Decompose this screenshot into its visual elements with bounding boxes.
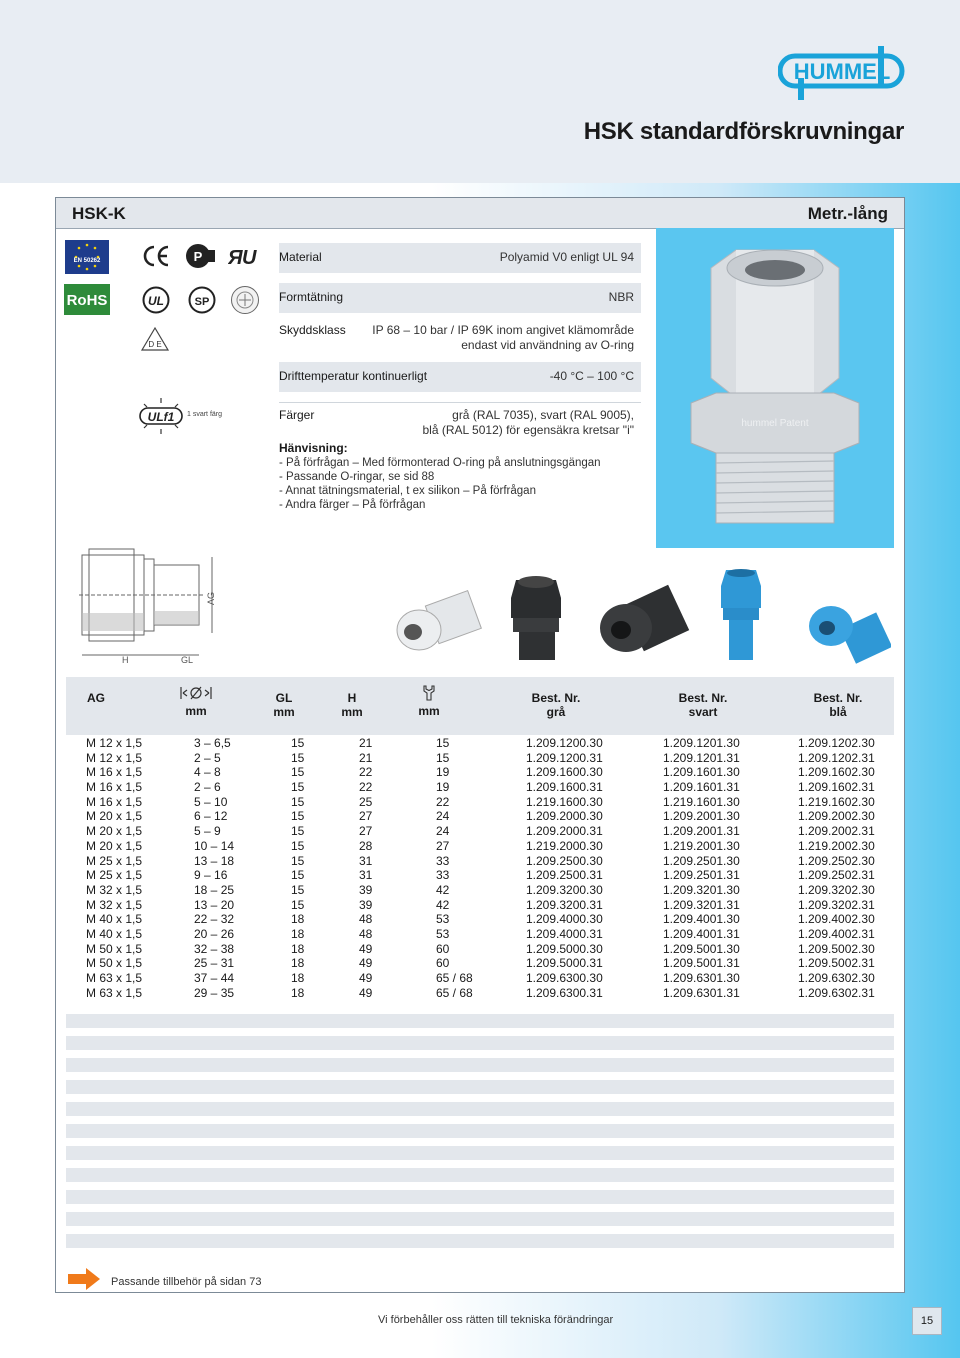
notes-block (279, 441, 601, 512)
table-cell: 20 – 26 (194, 926, 235, 941)
table-cell: 5 – 9 (194, 824, 221, 839)
table-cell: 1.209.6300.31 (526, 985, 603, 1000)
table-cell: 1.209.2001.30 (663, 809, 740, 824)
table-cell: 49 (359, 985, 373, 1000)
table-cell: 15 (291, 853, 305, 868)
table-cell: 48 (359, 912, 373, 927)
col-clamp-header (171, 685, 221, 718)
col-black-header (653, 691, 753, 719)
colors-value (422, 408, 634, 438)
seal-icon (230, 285, 260, 315)
table-row (66, 971, 894, 986)
table-cell: 13 – 18 (194, 853, 235, 868)
svg-text:SP: SP (194, 296, 210, 308)
h-label: H (122, 655, 129, 665)
svg-text:ULf1: ULf1 (147, 410, 175, 424)
table-cell: M 20 x 1,5 (86, 838, 143, 853)
table-cell: 18 – 25 (194, 882, 235, 897)
product-photo-large (656, 228, 894, 548)
table-cell: 42 (436, 897, 450, 912)
table-row (66, 736, 894, 751)
eu-en-icon (65, 240, 109, 274)
col-ag-header (76, 691, 116, 705)
material-value: Polyamid V0 enligt UL 94 (499, 250, 634, 264)
table-row (66, 912, 894, 927)
table-row (66, 824, 894, 839)
table-cell: 39 (359, 897, 373, 912)
table-cell: 32 – 38 (194, 941, 235, 956)
table-cell: 15 (291, 897, 305, 912)
col-wrench-header (404, 685, 454, 718)
table-cell: M 32 x 1,5 (86, 882, 143, 897)
col-gl-title: GL (275, 691, 293, 705)
table-cell: 13 – 20 (194, 897, 235, 912)
table-cell: M 63 x 1,5 (86, 971, 143, 985)
table-cell: M 50 x 1,5 (86, 941, 143, 956)
col-blue-title: Best. Nr. (813, 691, 863, 705)
table-cell: 18 (291, 941, 305, 956)
note-item: - På förfrågan – Med förmonterad O-ring på anslutningsgängan (279, 457, 601, 469)
table-cell: 15 (436, 736, 450, 750)
table-cell: 1.219.1601.30 (663, 794, 740, 809)
ulf1-icon (136, 398, 186, 434)
colors-value-line-1: grå (RAL 7035), svart (RAL 9005), (452, 408, 634, 422)
table-row (66, 809, 894, 824)
table-cell: M 25 x 1,5 (86, 853, 143, 868)
rohs-text: RoHS (66, 292, 108, 309)
table-row (66, 942, 894, 957)
table-cell: 31 (359, 868, 373, 883)
protection-value (372, 323, 634, 353)
table-cell: 18 (291, 926, 305, 941)
table-cell: 1.209.5000.31 (526, 956, 603, 971)
table-cell: 1.209.6301.30 (663, 971, 740, 985)
table-cell: 1.209.2500.31 (526, 868, 603, 883)
empty-row (66, 1146, 894, 1160)
svg-text:U: U (242, 247, 257, 268)
disclaimer: Vi förbehåller oss rätten till tekniska förändringar (378, 1314, 614, 1326)
empty-row (66, 1234, 894, 1248)
table-cell: 4 – 8 (194, 765, 221, 780)
col-gl-header (259, 691, 309, 719)
hummel-logo (778, 44, 906, 102)
table-cell: 65 / 68 (436, 985, 473, 1000)
temperature-label: Drifttemperatur kontinuerligt (279, 369, 428, 383)
table-row (66, 898, 894, 913)
col-h-header (327, 691, 377, 719)
table-cell: M 40 x 1,5 (86, 912, 143, 927)
table-cell: 1.209.3200.30 (526, 882, 603, 897)
table-cell: M 16 x 1,5 (86, 794, 143, 809)
table-cell: 25 (359, 794, 373, 809)
csa-icon (188, 286, 216, 314)
ur-icon (228, 244, 260, 268)
table-cell: 18 (291, 971, 305, 985)
table-cell: 65 / 68 (436, 971, 473, 985)
table-cell: 1.209.1200.30 (526, 736, 603, 750)
table-cell: 15 (291, 794, 305, 809)
note-item: - Passande O-ringar, se sid 88 (279, 471, 435, 483)
col-black-color: svart (688, 705, 718, 719)
table-cell: 1.209.1600.31 (526, 780, 603, 795)
table-cell: 1.209.2501.30 (663, 853, 740, 868)
variant-grey (397, 591, 481, 650)
table-cell: 24 (436, 824, 450, 839)
seal-label: Formtätning (279, 290, 344, 304)
table-cell: M 63 x 1,5 (86, 985, 143, 1000)
product-variants (391, 568, 891, 668)
eu-text: EN 50262 (73, 258, 101, 264)
photo-label: hummel Patent (741, 418, 809, 429)
table-cell: 1.209.4001.31 (663, 926, 740, 941)
technical-drawing (74, 545, 224, 665)
page-number: 15 (912, 1307, 942, 1335)
table-cell: 1.209.4000.30 (526, 912, 603, 927)
table-row (66, 986, 894, 1001)
table-cell: 1.209.2501.31 (663, 868, 740, 883)
col-ag-title: AG (87, 691, 105, 705)
empty-rows (66, 1014, 894, 1256)
variant-black-2 (600, 585, 689, 652)
table-cell: 1.209.1201.31 (663, 750, 740, 765)
ag-label: AG (206, 591, 216, 605)
table-cell: 49 (359, 971, 373, 985)
table-cell: 25 – 31 (194, 956, 235, 971)
table-cell: 15 (291, 780, 305, 795)
table-cell: 33 (436, 868, 450, 883)
table-row (66, 795, 894, 810)
empty-row (66, 1036, 894, 1050)
table-row (66, 854, 894, 869)
empty-row (66, 1058, 894, 1072)
table-cell: 15 (291, 824, 305, 839)
col-grey-color: grå (546, 705, 566, 719)
col-h-title: H (347, 691, 357, 705)
table-cell: 27 (359, 824, 373, 839)
diameter-range-icon (179, 685, 213, 701)
table-cell: 18 (291, 956, 305, 971)
table-header (66, 677, 894, 735)
table-cell: 21 (359, 736, 373, 750)
product-code: HSK-K (72, 204, 126, 223)
table-cell: M 16 x 1,5 (86, 780, 143, 795)
table-cell: M 32 x 1,5 (86, 897, 143, 912)
col-blue-header (788, 691, 888, 719)
de-icon (140, 326, 170, 352)
table-row (66, 883, 894, 898)
wrench-icon (421, 685, 437, 701)
table-cell: 1.209.4002.30 (798, 912, 875, 927)
empty-row (66, 1014, 894, 1028)
col-gl-unit: mm (273, 705, 295, 719)
table-cell: 5 – 10 (194, 794, 228, 809)
table-cell: 22 (436, 794, 450, 809)
table-cell: M 50 x 1,5 (86, 956, 143, 971)
col-clamp-unit: mm (185, 704, 207, 718)
protection-value-line-1: IP 68 – 10 bar / IP 69K inom angivet klämområde (372, 323, 634, 337)
svg-text:UL: UL (148, 294, 164, 308)
variant-blue-2 (809, 606, 891, 664)
table-cell: 1.209.2502.30 (798, 853, 875, 868)
col-wrench-unit: mm (418, 704, 440, 718)
table-cell: 1.209.1601.30 (663, 765, 740, 780)
material-row (279, 243, 641, 273)
seal-value: NBR (608, 290, 634, 304)
table-cell: 21 (359, 750, 373, 765)
table-cell: 1.219.2001.30 (663, 838, 740, 853)
table-cell: 3 – 6,5 (194, 736, 231, 750)
table-cell: 1.209.1601.31 (663, 780, 740, 795)
table-cell: 48 (359, 926, 373, 941)
col-grey-header (506, 691, 606, 719)
table-cell: 18 (291, 912, 305, 927)
table-cell: 15 (291, 809, 305, 824)
table-cell: 1.209.3201.30 (663, 882, 740, 897)
table-cell: 1.209.1600.30 (526, 765, 603, 780)
table-cell: 9 – 16 (194, 868, 228, 883)
table-cell: 1.209.5002.31 (798, 956, 875, 971)
table-cell: 1.209.5001.30 (663, 941, 740, 956)
ce-icon (142, 244, 170, 268)
empty-row (66, 1212, 894, 1226)
empty-row (66, 1124, 894, 1138)
col-grey-title: Best. Nr. (531, 691, 581, 705)
colors-row (279, 402, 641, 437)
table-cell: 33 (436, 853, 450, 868)
note-item: - Annat tätningsmaterial, t ex silikon – På förfrågan (279, 485, 536, 497)
table-cell: 27 (359, 809, 373, 824)
table-cell: 1.209.1202.30 (798, 736, 875, 750)
brand-text: HUMMEL (793, 59, 891, 84)
table-cell: 60 (436, 956, 450, 971)
table-row (66, 927, 894, 942)
table-cell: 49 (359, 941, 373, 956)
protection-label: Skyddsklass (279, 323, 346, 337)
table-cell: 2 – 5 (194, 750, 221, 765)
table-cell: M 20 x 1,5 (86, 809, 143, 824)
thread-type: Metr.-lång (807, 204, 888, 223)
table-cell: 53 (436, 926, 450, 941)
table-cell: 28 (359, 838, 373, 853)
table-cell: M 16 x 1,5 (86, 765, 143, 780)
table-cell: 22 (359, 765, 373, 780)
table-row (66, 868, 894, 883)
table-cell: 1.209.4001.30 (663, 912, 740, 927)
empty-row (66, 1168, 894, 1182)
table-cell: 15 (291, 868, 305, 883)
protection-row (279, 323, 641, 355)
frame-header (56, 198, 904, 229)
temperature-value: -40 °C – 100 °C (549, 369, 634, 383)
table-cell: 1.209.2002.31 (798, 824, 875, 839)
variant-black-1 (511, 576, 561, 660)
table-cell: 1.209.3200.31 (526, 897, 603, 912)
table-cell: 10 – 14 (194, 838, 235, 853)
table-cell: 1.209.3202.30 (798, 882, 875, 897)
table-cell: 6 – 12 (194, 809, 228, 824)
table-cell: M 12 x 1,5 (86, 750, 143, 765)
col-black-title: Best. Nr. (678, 691, 728, 705)
table-cell: 1.209.6302.30 (798, 971, 875, 985)
svg-text:D E: D E (148, 340, 162, 349)
table-cell: 18 (291, 985, 305, 1000)
table-cell: 60 (436, 941, 450, 956)
table-cell: 1.219.2000.30 (526, 838, 603, 853)
table-cell: 15 (436, 750, 450, 765)
page-title: HSK standardförskruvningar (583, 118, 904, 145)
gost-icon (184, 242, 216, 270)
table-cell: 15 (291, 765, 305, 780)
table-cell: 1.209.2001.31 (663, 824, 740, 839)
empty-row (66, 1190, 894, 1204)
table-cell: 29 – 35 (194, 985, 235, 1000)
table-cell: 22 – 32 (194, 912, 235, 927)
empty-row (66, 1080, 894, 1094)
protection-value-line-2: endast vid användning av O-ring (461, 338, 634, 352)
table-cell: 1.209.2502.31 (798, 868, 875, 883)
table-cell: 1.209.3202.31 (798, 897, 875, 912)
rohs-icon (64, 284, 110, 315)
table-cell: 1.209.5002.30 (798, 941, 875, 956)
table-cell: 1.209.2500.30 (526, 853, 603, 868)
colors-label: Färger (279, 408, 315, 422)
table-cell: 1.209.6300.30 (526, 971, 603, 985)
table-cell: 1.209.1201.30 (663, 736, 740, 750)
table-cell: 49 (359, 956, 373, 971)
ul-f1-note: 1 svart färg (187, 411, 223, 418)
table-cell: M 20 x 1,5 (86, 824, 143, 839)
table-cell: 42 (436, 882, 450, 897)
table-cell: 1.219.2002.30 (798, 838, 875, 853)
table-cell: 1.209.2000.30 (526, 809, 603, 824)
table-cell: 15 (291, 882, 305, 897)
table-cell: 15 (291, 736, 305, 750)
colors-value-line-2: blå (RAL 5012) för egensäkra kretsar "i" (422, 423, 634, 437)
table-cell: 1.209.6301.31 (663, 985, 740, 1000)
empty-row (66, 1102, 894, 1116)
table-cell: 1.209.5001.31 (663, 956, 740, 971)
table-cell: 24 (436, 809, 450, 824)
table-cell: 15 (291, 838, 305, 853)
table-cell: 1.209.1200.31 (526, 750, 603, 765)
table-cell: 1.209.6302.31 (798, 985, 875, 1000)
temperature-row (279, 362, 641, 392)
accessory-note[interactable]: Passande tillbehör på sidan 73 (111, 1276, 262, 1288)
table-body (66, 736, 894, 1000)
arrow-right-icon (68, 1268, 100, 1290)
table-cell: M 25 x 1,5 (86, 868, 143, 883)
table-row (66, 751, 894, 766)
seal-row (279, 283, 641, 313)
svg-text:Я: Я (228, 247, 243, 268)
table-cell: 1.209.4000.31 (526, 926, 603, 941)
ul-icon (142, 286, 170, 314)
table-cell: 27 (436, 838, 450, 853)
table-cell: 1.219.1602.30 (798, 794, 875, 809)
table-cell: M 12 x 1,5 (86, 736, 143, 750)
table-cell: 53 (436, 912, 450, 927)
variant-blue-1 (721, 569, 761, 660)
table-cell: 19 (436, 780, 450, 795)
table-cell: 1.209.2002.30 (798, 809, 875, 824)
note-item: - Andra färger – På förfrågan (279, 499, 426, 511)
table-cell: 1.209.2000.31 (526, 824, 603, 839)
table-cell: 1.209.1602.30 (798, 765, 875, 780)
table-row (66, 839, 894, 854)
gl-label: GL (181, 655, 194, 665)
svg-text:P: P (193, 249, 203, 264)
table-row (66, 780, 894, 795)
table-cell: 1.209.5000.30 (526, 941, 603, 956)
table-cell: 1.209.3201.31 (663, 897, 740, 912)
col-blue-color: blå (829, 705, 847, 719)
table-cell: 19 (436, 765, 450, 780)
table-cell: M 40 x 1,5 (86, 926, 143, 941)
table-cell: 39 (359, 882, 373, 897)
table-cell: 1.209.1202.31 (798, 750, 875, 765)
table-cell: 22 (359, 780, 373, 795)
table-cell: 15 (291, 750, 305, 765)
table-row (66, 765, 894, 780)
table-cell: 1.209.1602.31 (798, 780, 875, 795)
material-label: Material (279, 250, 322, 264)
product-frame (55, 197, 905, 1293)
table-cell: 31 (359, 853, 373, 868)
table-cell: 1.209.4002.31 (798, 926, 875, 941)
notes-heading: Hänvisning: (279, 441, 348, 455)
table-cell: 1.219.1600.30 (526, 794, 603, 809)
table-cell: 37 – 44 (194, 971, 235, 985)
table-cell: 2 – 6 (194, 780, 221, 795)
col-h-unit: mm (341, 705, 363, 719)
table-row (66, 956, 894, 971)
